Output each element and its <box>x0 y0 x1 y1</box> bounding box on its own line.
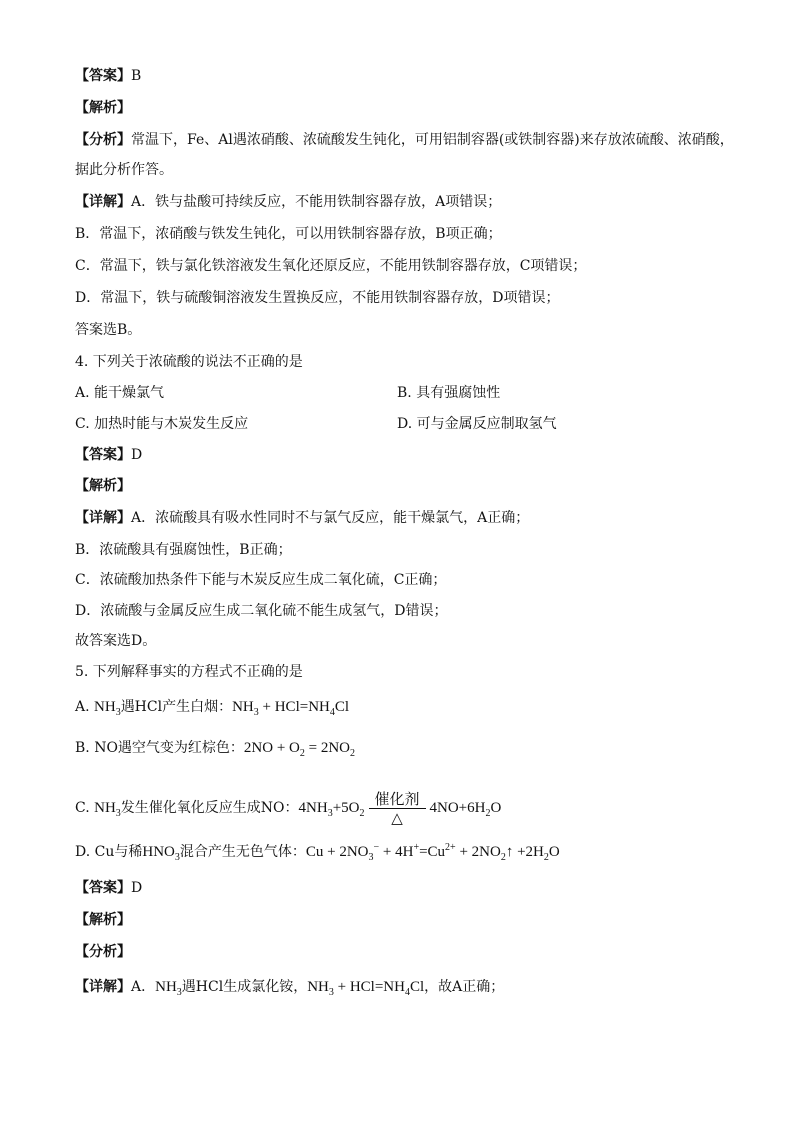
q4-option-d: D. 可与金属反应制取氢气 <box>397 416 557 432</box>
equation-c-left: $4NH_3+5O_2$ <box>298 800 365 819</box>
q4-option-c: C. 加热时能与木炭发生反应 <box>75 416 249 432</box>
nh3-formula: $NH_3$ <box>94 699 121 718</box>
option-label: C. <box>75 800 90 816</box>
q4-detail-b: B．浓硫酸具有强腐蚀性，B正确； <box>75 542 292 558</box>
fenxi-text: 常温下，Fe、Al遇浓硝酸、浓硫酸发生钝化，可用铝制容器(或铁制容器)来存放浓硫酸、浓硝酸， <box>131 132 734 148</box>
q3-fenxi-line1 <box>75 130 734 150</box>
equation-detail-a: $NH_3 + HCl=NH_4Cl$ <box>307 979 425 998</box>
equation-b: $2NO + O_2 = 2NO_2$ <box>243 740 356 759</box>
detail-text: A．铁与盐酸可持续反应，不能用铁制容器存放，A项错误； <box>131 194 502 210</box>
q4-conclusion: 故答案选D。 <box>75 633 157 649</box>
answer-value: D <box>131 447 143 463</box>
analysis-tag: 【解析】 <box>75 912 131 928</box>
answer-tag: 【答案】 <box>75 68 131 84</box>
equation-c-right: $4NO+6H_2O$ <box>429 800 502 819</box>
detail-text: 遇HCl生成氯化铵， <box>181 979 308 995</box>
q3-detail-b: B．常温下，浓硝酸与铁发生钝化，可以用铁制容器存放，B项正确； <box>75 226 502 242</box>
q5-option-d <box>75 842 560 862</box>
q5-answer-line <box>75 878 142 898</box>
q3-conclusion: 答案选B。 <box>75 322 142 338</box>
detail-tag: 【详解】 <box>75 510 131 526</box>
catalyst-label: 催化剂 <box>369 790 426 809</box>
q4-detail-a <box>75 508 529 528</box>
q3-answer-line <box>75 66 141 86</box>
detail-prefix: A． <box>131 979 156 995</box>
equation-d: $Cu + 2NO_3^- + 4H^+=Cu^{2+}$ + $2NO_2↑ +2H_2O$ <box>305 842 560 863</box>
q5-detail-a <box>75 977 504 997</box>
q4-detail-c: C．浓硫酸加热条件下能与木炭反应生成二氧化硫，C正确； <box>75 572 447 588</box>
hno3-formula: $HNO_3$ <box>142 844 180 863</box>
q5-option-b <box>75 738 355 758</box>
option-text: 遇HCl产生白烟： <box>120 699 233 715</box>
q3-fenxi-line2: 据此分析作答。 <box>75 162 173 178</box>
option-label: B. NO遇空气变为红棕色： <box>75 740 244 756</box>
q3-detail-d: D．常温下，铁与硫酸铜溶液发生置换反应，不能用铁制容器存放，D项错误； <box>75 290 560 306</box>
fenxi-tag: 【分析】 <box>75 132 131 148</box>
option-text: 混合产生无色气体： <box>179 844 306 860</box>
detail-suffix: ，故A正确； <box>424 979 505 995</box>
q5-stem: 5. 下列解释事实的方程式不正确的是 <box>75 664 303 680</box>
q5-option-a <box>75 697 349 717</box>
analysis-tag: 【解析】 <box>75 478 131 494</box>
answer-value: B <box>131 68 142 84</box>
q4-option-a: A. 能干燥氯气 <box>75 385 165 401</box>
q4-stem: 4. 下列关于浓硫酸的说法不正确的是 <box>75 354 303 370</box>
answer-tag: 【答案】 <box>75 447 131 463</box>
nh3-formula: $NH_3$ <box>155 979 182 998</box>
answer-tag: 【答案】 <box>75 880 131 896</box>
q4-option-b: B. 具有强腐蚀性 <box>397 385 501 401</box>
option-label: A. <box>75 699 90 715</box>
option-label: D. Cu与稀 <box>75 844 143 860</box>
detail-tag: 【详解】 <box>75 979 131 995</box>
q3-detail-a <box>75 192 501 212</box>
nh3-formula: $NH_3$ <box>94 800 121 819</box>
fenxi-tag: 【分析】 <box>75 944 131 960</box>
detail-tag: 【详解】 <box>75 194 131 210</box>
q4-detail-d: D．浓硫酸与金属反应生成二氧化硫不能生成氢气，D错误； <box>75 603 448 619</box>
analysis-tag: 【解析】 <box>75 100 131 116</box>
answer-value: D <box>131 880 143 896</box>
reaction-condition <box>369 790 426 827</box>
q4-answer-line <box>75 445 142 465</box>
detail-text: A．浓硫酸具有吸水性同时不与氯气反应，能干燥氯气，A正确； <box>131 510 530 526</box>
q5-option-c <box>75 788 501 828</box>
heat-symbol: △ <box>391 808 403 827</box>
q3-detail-c: C．常温下，铁与氯化铁溶液发生氧化还原反应，不能用铁制容器存放，C项错误； <box>75 258 587 274</box>
equation-a: $NH_3 + HCl=NH_4Cl$ <box>232 699 350 718</box>
option-text: 发生催化氧化反应生成NO： <box>120 800 299 816</box>
